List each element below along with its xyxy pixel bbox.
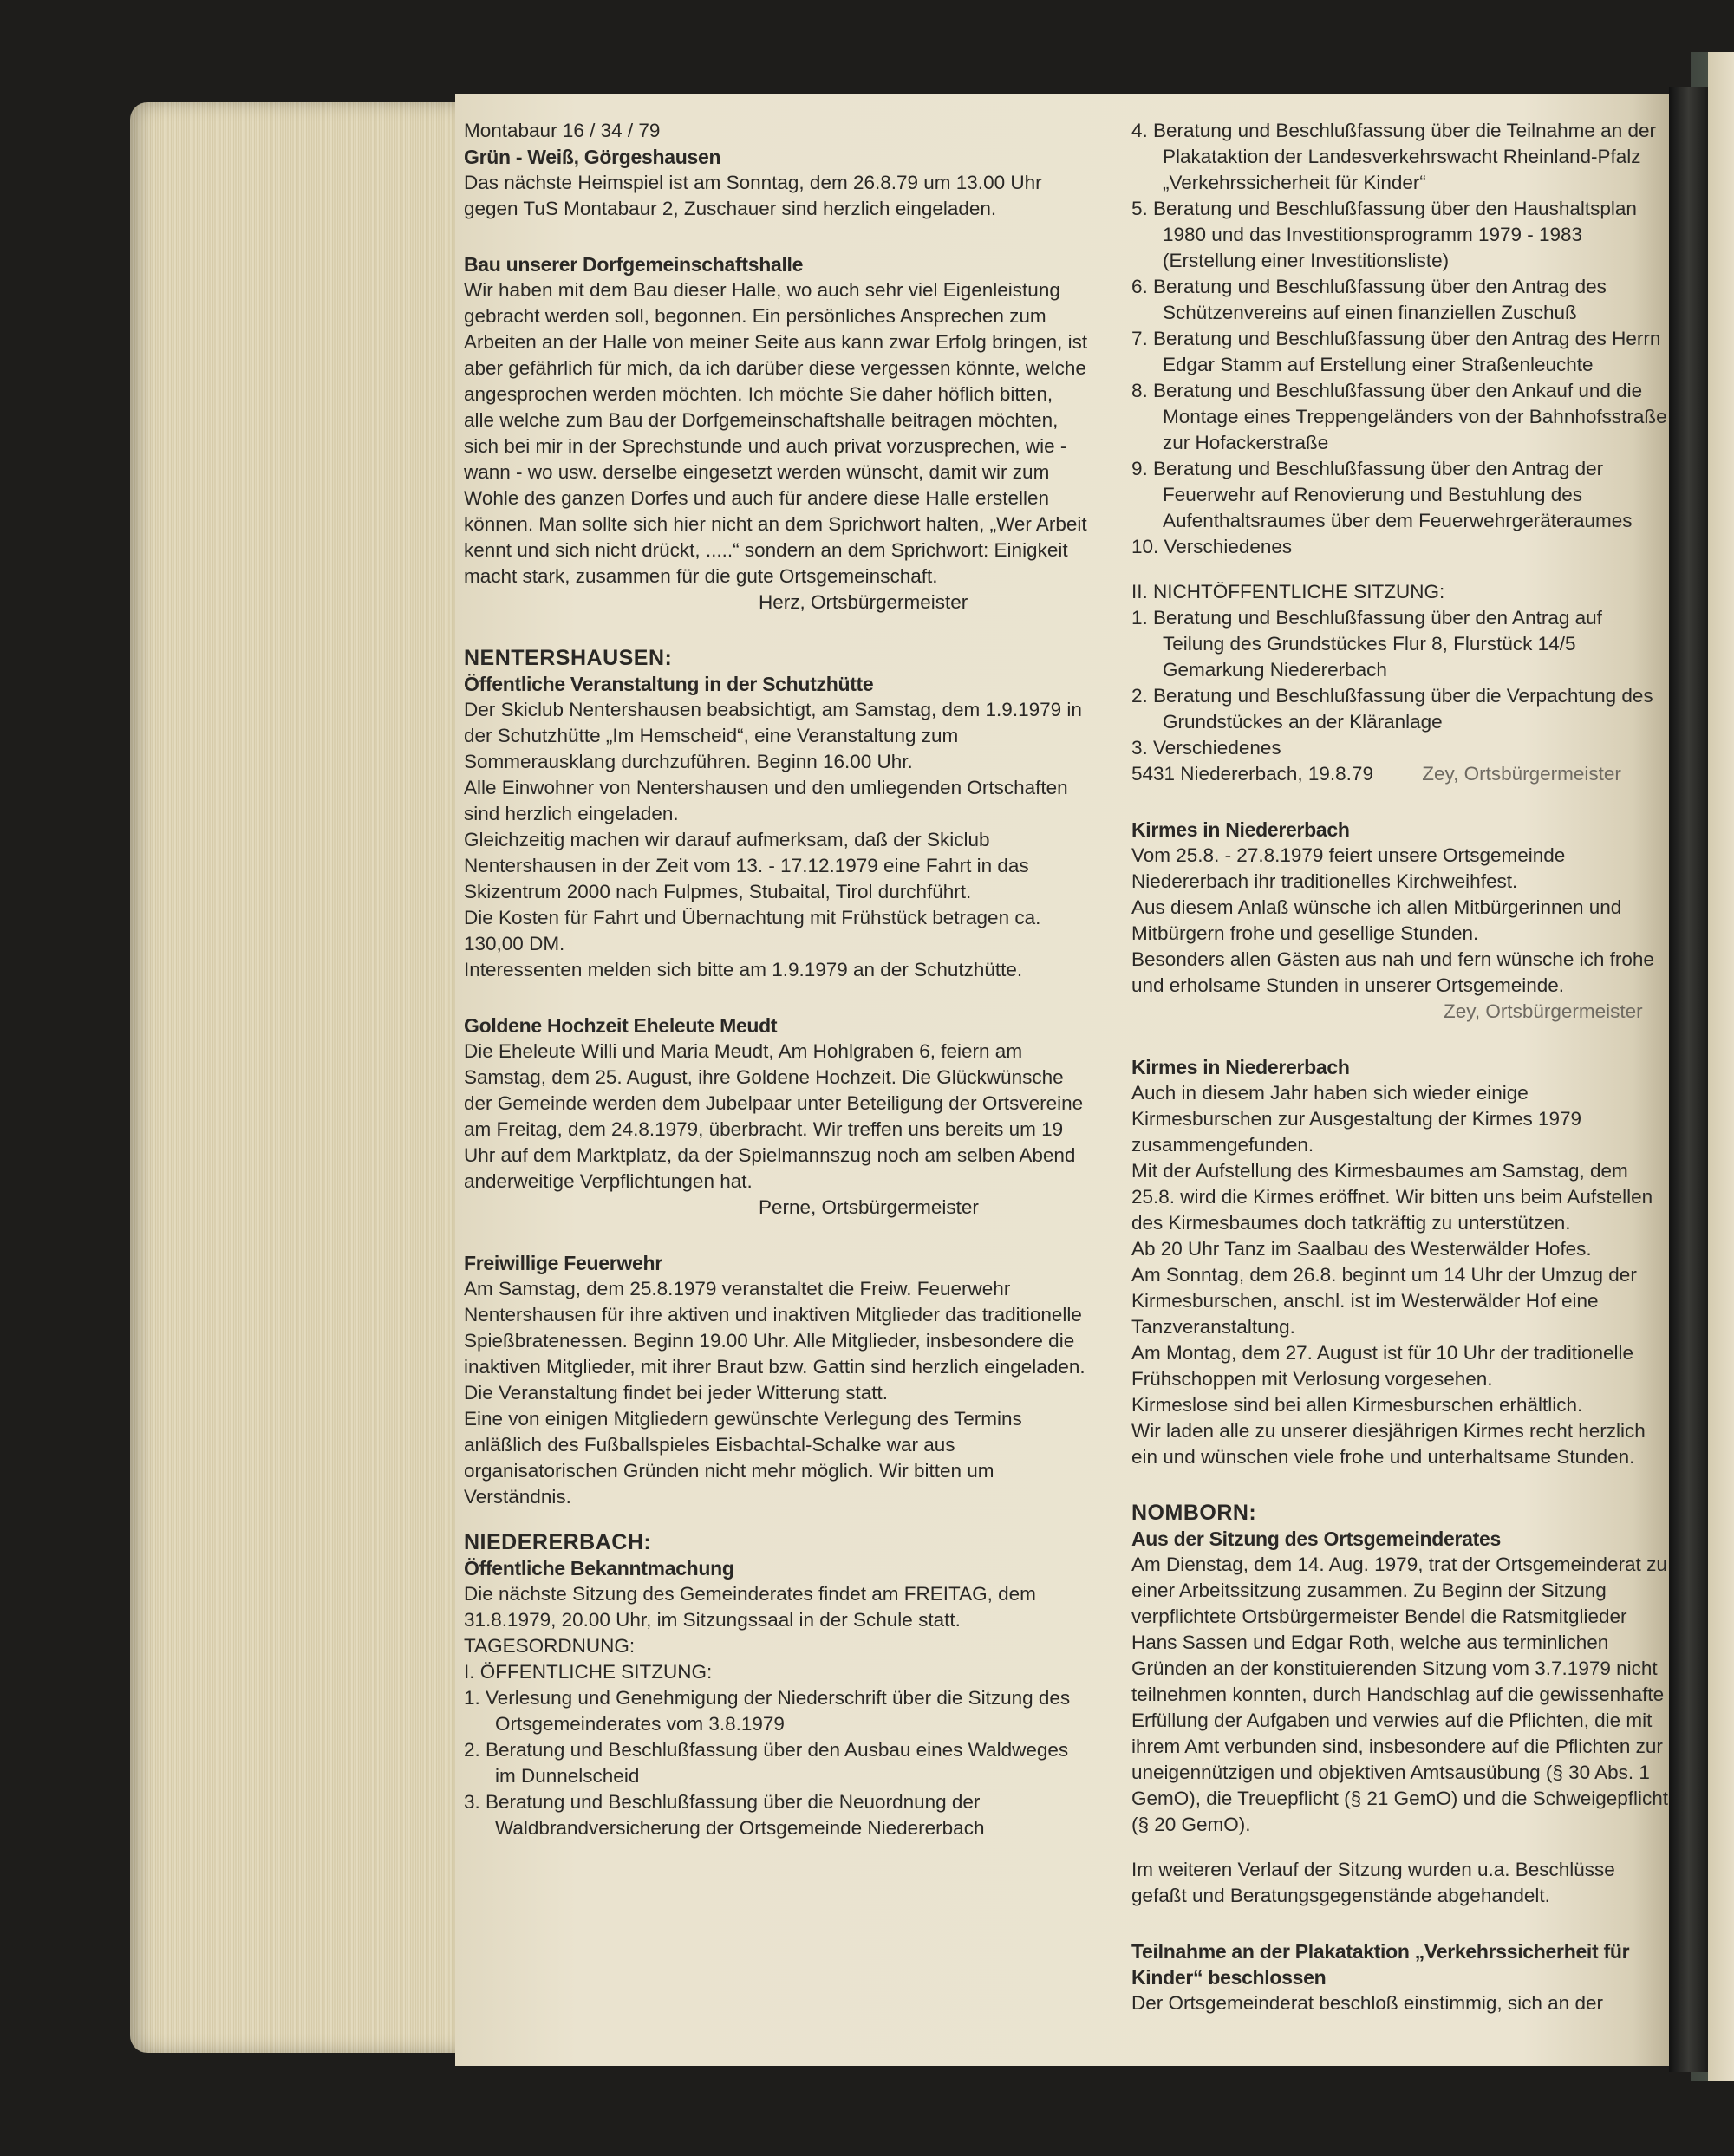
nom-paragraph-2: Im weiteren Verlauf der Sitzung wurden u.a. Beschlüsse gefaßt und Beratungsgegenstände abgehandelt. — [1131, 1859, 1615, 1906]
fw-title: Freiwillige Feuerwehr — [464, 1252, 662, 1274]
dateline: Montabaur 16 / 34 / 79 — [464, 120, 661, 141]
kirmes2-title: Kirmes in Niedererbach — [1131, 1056, 1350, 1078]
agenda-item: 6. Beratung und Beschlußfassung über den Antrag des Schützenvereins auf einen finanziellen Zuschuß — [1131, 276, 1607, 323]
book-page-edges — [130, 102, 460, 2053]
nent-subheading: Öffentliche Veranstaltung in der Schutzhütte — [464, 673, 874, 695]
kirmes1-paragraph-1: Vom 25.8. - 27.8.1979 feiert unsere Ortsgemeinde Niedererbach ihr traditionelles Kirchweihfest. — [1131, 844, 1566, 892]
newspaper-page — [455, 94, 1669, 2066]
fw-paragraph-1: Am Samstag, dem 25.8.1979 veranstaltet die Freiw. Feuerwehr Nentershausen für ihre aktiven und inaktiven Mitglieder das traditionelle Spießbratenessen. Beginn 19.00 Uhr. Alle Mitglieder, insbesondere die inaktiven Mitglieder, mit ihrer Braut bzw. Gattin sind herzlich eingeladen. Die Veranstaltung findet bei jeder Witterung statt. — [464, 1278, 1085, 1404]
gold-title: Goldene Hochzeit Eheleute Meudt — [464, 1014, 778, 1037]
fw-paragraph-2: Eine von einigen Mitgliedern gewünschte Verlegung des Termins anläßlich des Fußballspieles Eisbachtal-Schalke war aus organisatorischen Gründen nicht mehr möglich. Wir bitten um Verständnis. — [464, 1408, 1022, 1508]
nent-paragraph-2: Alle Einwohner von Nentershausen und den umliegenden Ortschaften sind herzlich eingeladen. — [464, 777, 1068, 824]
dorf-body: Wir haben mit dem Bau dieser Halle, wo auch sehr viel Eigenleistung gebracht werden soll, begonnen. Ein persönliches Ansprechen zum Arbeiten an der Halle von meiner Seite aus kann zwar Erfolg bringen, ist aber gefährlich für mich, da ich darüber diese vergessen könnte, welche angesprochen werden möchten. Ich möchte Sie daher höflich bitten, alle welche zum Bau der Dorfgemeinschaftshalle beitragen möchten, sich bei mir in der Sprechstunde und auch privat vorzusprechen, wie - wann - wo usw. derselbe eingesetzt werden wünscht, damit wir zum Wohle des ganzen Dorfes und auch für andere diese Halle erstellen können. Man sollte sich hier nicht an dem Sprichwort halten, „Wer Arbeit kennt und sich nicht drückt, .....“ sondern an dem Sprichwort: Einigkeit macht stark, zusammen für die gute Ortsgemeinschaft. — [464, 279, 1088, 587]
agenda-item: 7. Beratung und Beschlußfassung über den Antrag des Herrn Edgar Stamm auf Erstellung einer Straßenleuchte — [1131, 328, 1661, 375]
nom-heading: NOMBORN: — [1131, 1501, 1257, 1525]
gw-title: Grün - Weiß, Görgeshausen — [464, 146, 721, 168]
plak-body: Der Ortsgemeinderat beschloß einstimmig, sich an der — [1131, 1992, 1603, 2014]
agenda-item: 10. Verschiedenes — [1131, 536, 1293, 557]
kirmes2-paragraph-7: Wir laden alle zu unserer diesjährigen Kirmes recht herzlich ein und wünschen viele frohe und unterhaltsame Stunden. — [1131, 1420, 1646, 1468]
tagesordnung-label: TAGESORDNUNG: — [464, 1635, 636, 1657]
agenda-item: 2. Beratung und Beschlußfassung über den Ausbau eines Waldweges im Dunnelscheid — [464, 1739, 1069, 1787]
nied-body: Die nächste Sitzung des Gemeinderates findet am FREITAG, dem 31.8.1979, 20.00 Uhr, im Sitzungssaal in der Schule statt. — [464, 1583, 1036, 1631]
kirmes2-paragraph-2: Mit der Aufstellung des Kirmesbaumes am Samstag, dem 25.8. wird die Kirmes eröffnet. Wir bitten uns beim Aufstellen des Kirmesbaumes doch tatkräftig zu unterstützen. — [1131, 1160, 1653, 1234]
kirmes2-paragraph-1: Auch in diesem Jahr haben sich wieder einige Kirmesburschen zur Ausgestaltung der Kirmes 1979 zusammengefunden. — [1131, 1082, 1582, 1156]
nied-heading: NIEDERERBACH: — [464, 1530, 652, 1554]
nom-subheading: Aus der Sitzung des Ortsgemeinderates — [1131, 1527, 1502, 1550]
nent-paragraph-5: Interessenten melden sich bitte am 1.9.1979 an der Schutzhütte. — [464, 959, 1023, 980]
kirmes2-paragraph-4: Am Sonntag, dem 26.8. beginnt um 14 Uhr der Umzug der Kirmesburschen, anschl. ist im Westerwälder Hof eine Tanzveranstaltung. — [1131, 1264, 1637, 1338]
nicht-heading: II. NICHTÖFFENTLICHE SITZUNG: — [1131, 581, 1445, 603]
agenda-item: 4. Beratung und Beschlußfassung über die Teilnahme an der Plakataktion der Landesverkehrswacht Rheinland-Pfalz „Verkehrssicherheit für Kinder“ — [1131, 120, 1656, 193]
place-date: 5431 Niedererbach, 19.8.79 — [1131, 763, 1373, 785]
oeffentlich-label: I. ÖFFENTLICHE SITZUNG: — [464, 1661, 713, 1683]
agenda-item: 3. Beratung und Beschlußfassung über die Neuordnung der Waldbrandversicherung der Ortsgemeinde Niedererbach — [464, 1791, 985, 1839]
kirmes1-paragraph-3: Besonders allen Gästen aus nah und fern wünsche ich frohe und erholsame Stunden in unserer Ortsgemeinde. — [1131, 948, 1654, 996]
kirmes2-paragraph-5: Am Montag, dem 27. August ist für 10 Uhr der traditionelle Frühschoppen mit Verlosung vorgesehen. — [1131, 1342, 1634, 1390]
agenda-item: 1. Verlesung und Genehmigung der Niederschrift über die Sitzung des Ortsgemeinderates vom 3.8.1979 — [464, 1687, 1071, 1735]
gold-signature: Perne, Ortsbürgermeister — [759, 1196, 979, 1218]
gold-body: Die Eheleute Willi und Maria Meudt, Am Hohlgraben 6, feiern am Samstag, dem 25. August, ihre Goldene Hochzeit. Die Glückwünsche der Gemeinde werden dem Jubelpaar unter Beteiligung der Ortsvereine am Freitag, dem 24.8.1979, überbracht. Wir treffen uns bereits um 19 Uhr auf dem Marktplatz, da der Spielmannszug noch am selben Abend anderweitige Verpflichtungen hat. — [464, 1040, 1084, 1192]
nent-paragraph-4: Die Kosten für Fahrt und Übernachtung mit Frühstück betragen ca. 130,00 DM. — [464, 907, 1041, 954]
right-column — [1131, 118, 1669, 2016]
zey-signature: Zey, Ortsbürgermeister — [1422, 763, 1621, 785]
kirmes1-paragraph-2: Aus diesem Anlaß wünsche ich allen Mitbürgerinnen und Mitbürgern frohe und gesellige Stunden. — [1131, 896, 1622, 944]
dorf-signature: Herz, Ortsbürgermeister — [759, 591, 968, 613]
nicht-item: 3. Verschiedenes — [1131, 737, 1281, 759]
nicht-item: 1. Beratung und Beschlußfassung über den Antrag auf Teilung des Grundstückes Flur 8, Flurstück 14/5 Gemarkung Niedererbach — [1131, 607, 1602, 681]
agenda-item: 5. Beratung und Beschlußfassung über den Haushaltsplan 1980 und das Investitionsprogramm 1979 - 1983 (Erstellung einer Investitionsliste) — [1131, 198, 1637, 271]
nicht-item: 2. Beratung und Beschlußfassung über die Verpachtung des Grundstückes an der Kläranlage — [1131, 685, 1653, 733]
kirmes1-signature: Zey, Ortsbürgermeister — [1444, 1000, 1643, 1022]
kirmes2-paragraph-3: Ab 20 Uhr Tanz im Saalbau des Westerwälder Hofes. — [1131, 1238, 1592, 1260]
nom-paragraph-1: Am Dienstag, dem 14. Aug. 1979, trat der Ortsgemeinderat zu einer Arbeitssitzung zusammen. Zu Beginn der Sitzung verpflichtete Ortsbürgermeister Bendel die Ratsmitglieder Hans Sassen und Edgar Roth, welche aus terminlichen Gründen an der konstituierenden Sitzung vom 3.7.1979 nicht teilnehmen konnten, durch Handschlag auf die gewissenhafte Erfüllung der Aufgaben und verwies auf die Pflichten, die mit ihrem Amt verbunden sind, insbesondere auf die Pflichten zur uneigennützigen und objektiven Amtsausübung (§ 30 Abs. 1 GemO), die Treuepflicht (§ 21 GemO) und die Schweigepflicht (§ 20 GemO). — [1131, 1553, 1669, 1835]
kirmes1-title: Kirmes in Niedererbach — [1131, 818, 1350, 841]
place-date-line — [1131, 761, 1669, 787]
book-gutter — [1669, 87, 1708, 2072]
next-page-sliver — [1708, 52, 1734, 2081]
gw-body: Das nächste Heimspiel ist am Sonntag, dem 26.8.79 um 13.00 Uhr gegen TuS Montabaur 2, Zuschauer sind herzlich eingeladen. — [464, 172, 1042, 219]
plak-title: Teilnahme an der Plakataktion „Verkehrssicherheit für Kinder“ beschlossen — [1131, 1940, 1630, 1989]
kirmes2-paragraph-6: Kirmeslose sind bei allen Kirmesburschen erhältlich. — [1131, 1394, 1583, 1416]
nied-subheading: Öffentliche Bekanntmachung — [464, 1557, 734, 1580]
nent-heading: NENTERSHAUSEN: — [464, 646, 673, 670]
dorf-title: Bau unserer Dorfgemeinschaftshalle — [464, 253, 804, 276]
left-column — [464, 118, 1088, 1841]
agenda-item: 8. Beratung und Beschlußfassung über den Ankauf und die Montage eines Treppengeländers von der Bahnhofsstraße zur Hofackerstraße — [1131, 380, 1667, 453]
nent-paragraph-3: Gleichzeitig machen wir darauf aufmerksam, daß der Skiclub Nentershausen in der Zeit vom 13. - 17.12.1979 eine Fahrt in das Skizentrum 2000 nach Fulpmes, Stubaital, Tirol durchführt. — [464, 829, 1029, 902]
agenda-item: 9. Beratung und Beschlußfassung über den Antrag der Feuerwehr auf Renovierung und Bestuhlung des Aufenthaltsraumes über dem Feuerwehrgeräteraumes — [1131, 458, 1633, 531]
nent-paragraph-1: Der Skiclub Nentershausen beabsichtigt, am Samstag, dem 1.9.1979 in der Schutzhütte „Im Hemscheid“, eine Veranstaltung zum Sommerausklang durchzuführen. Beginn 16.00 Uhr. — [464, 699, 1082, 772]
